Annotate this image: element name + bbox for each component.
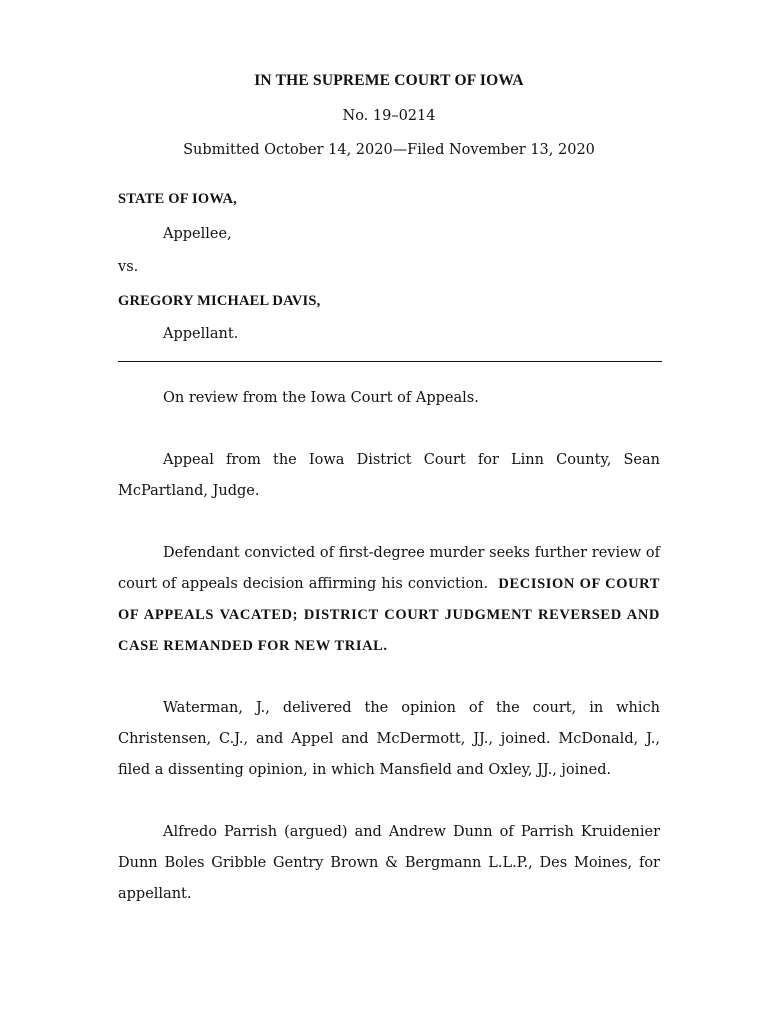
disposition-summary: Defendant convicted of first-degree murder seeks further review of court of appeals decision affirming his conviction. [118,545,660,592]
docket-number: No. 19–0214 [342,108,436,124]
appeal-paragraph: Appeal from the Iowa District Court for Linn County, Sean McPartland, Judge. [118,452,660,499]
opinion-paragraph: Waterman, J., delivered the opinion of the court, in which Christensen, C.J., and Appel and McDermott, JJ., joined. McDonald, J., filed a dissenting opinion, in which Mansfield and Oxley, JJ., joined. [118,700,660,778]
appellant-role: Appellant. [163,326,239,342]
holding-text: DECISION OF COURT OF APPEALS VACATED; DISTRICT COURT JUDGMENT REVERSED AND CASE REMANDED FOR NEW TRIAL. [118,576,661,654]
caption-divider [118,361,662,362]
submission-dates: Submitted October 14, 2020—Filed November 13, 2020 [183,142,595,158]
counsel-paragraph: Alfredo Parrish (argued) and Andrew Dunn of Parrish Kruidenier Dunn Boles Gribble Gentry Brown & Bergmann L.L.P., Des Moines, for appellant. [118,824,660,902]
appellee-name: STATE OF IOWA, [118,191,237,207]
review-paragraph: On review from the Iowa Court of Appeals. [163,390,479,406]
versus-label: vs. [118,259,139,275]
appellee-role: Appellee, [163,226,232,242]
court-title: IN THE SUPREME COURT OF IOWA [254,72,524,89]
disposition-paragraph [118,538,660,662]
appellant-name: GREGORY MICHAEL DAVIS, [118,293,321,309]
